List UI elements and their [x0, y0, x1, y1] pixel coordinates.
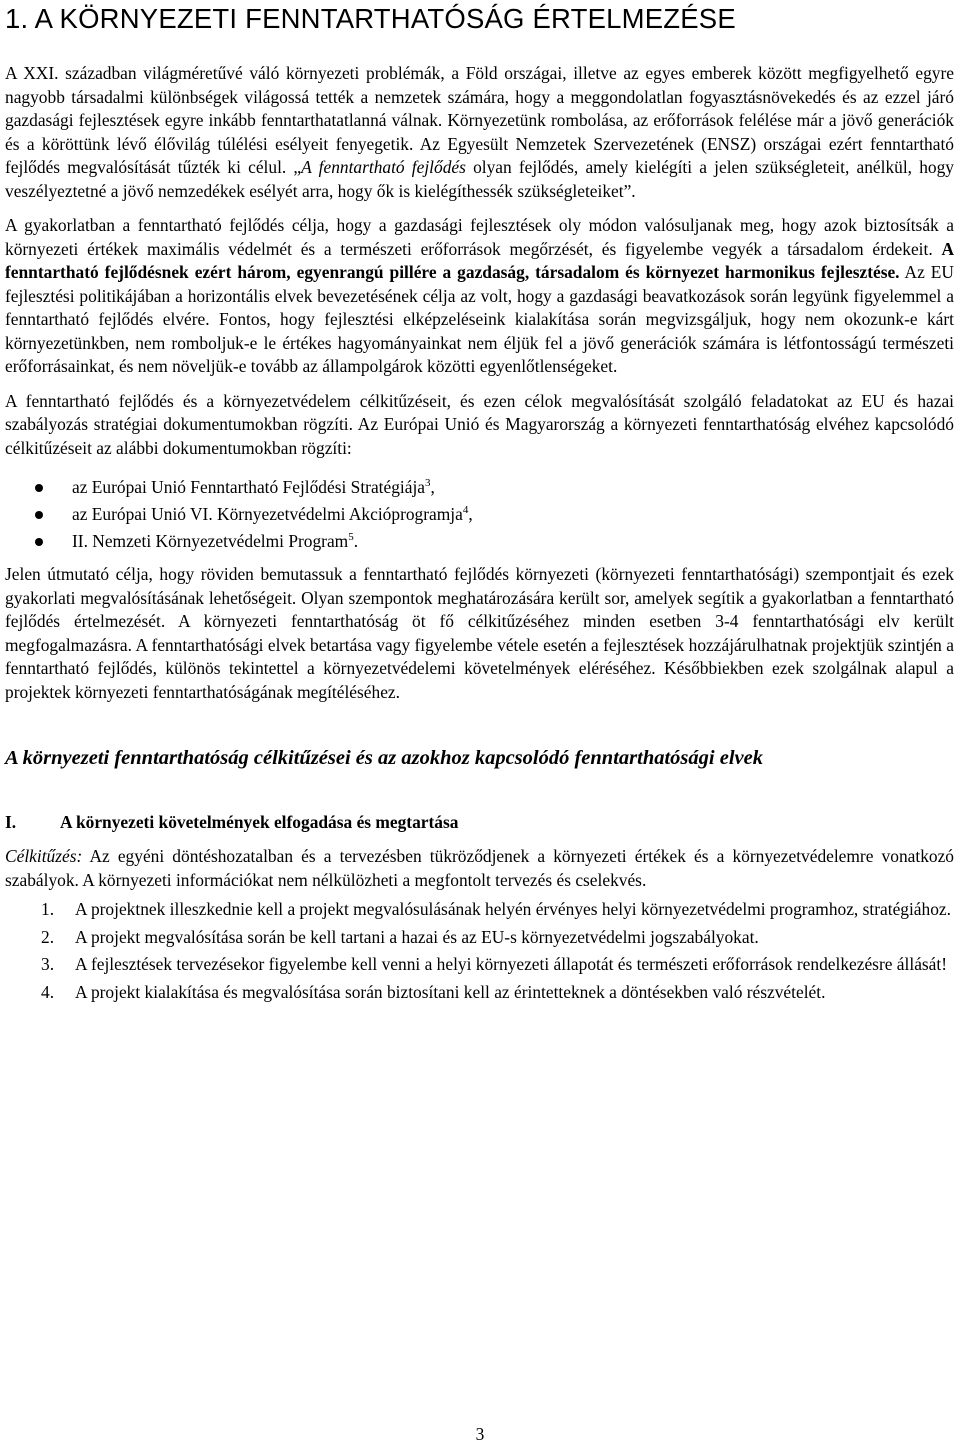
practice-text-2: Az EU fejlesztési politikájában a horizontális elvek bevezetésének célja az volt, hogy a gazdasági beavatkozások során legyünk figyelemmel a fenntartható fejlődés elvére. Fontos, hogy fejlesztési elképzeléseink kialakítása során megvizsgáljuk, hogy nem okozunk-e kárt környezetünkben, nem romboljuk-e le értékes hagyományainkat nem éljük fel a jövő generációk számára is létfontosságú természeti erőforrásainkat, és nem növeljük-e tovább az állampolgárok közötti egyenlőtlenségeket.: [5, 262, 954, 376]
intro-paragraph: [5, 62, 954, 203]
list-item: II. Nemzeti Környezetvédelmi Program$^5$.: [5, 528, 954, 555]
list-number: 2.: [41, 926, 55, 947]
document-list: [5, 474, 954, 555]
list-item: 4. A projekt kialakítása és megvalósítása során biztosítani kell az érintetteknek a döntésekben való részvételét.: [5, 981, 954, 1005]
footnote-ref[interactable]: 3: [425, 477, 431, 489]
goal-paragraph: [5, 845, 954, 892]
goal-label: Célkitűzés:: [5, 846, 83, 866]
principles-list: [5, 898, 954, 1004]
intro-text-2: olyan fejlődés, amely kielégíti a jelen szükségleteit, anélkül, hogy veszélyeztetné a jövő nemzedékek esélyét arra, hogy ők is kielégíthessék szükségleteiket”.: [5, 157, 954, 201]
list-number: 3.: [41, 954, 55, 974]
chapter-heading: 1. A KÖRNYEZETI FENNTARTHATÓSÁG ÉRTELMEZÉSE: [5, 3, 736, 34]
list-item: 1. A projektnek illeszkednie kell a projekt megvalósulásának helyén érvényes helyi környezetvédelmi programhoz, stratégiához.: [5, 898, 954, 922]
bullet-icon: [35, 484, 43, 492]
subsection-heading: A környezeti követelmények elfogadása és megtartása: [60, 812, 459, 832]
practice-text-1: A gyakorlatban a fenntartható fejlődés célja, hogy a gazdasági fejlesztések oly módon valósuljanak meg, hogy azok biztosítsák a környezeti értékek maximális védelmét és a természeti erőforrások megőrzését, és figyelembe vegyék a társadalom érdekeit.: [5, 215, 954, 259]
subsection-number: I.: [5, 812, 17, 832]
goal-text: Az egyéni döntéshozatalban és a tervezésben tükröződjenek a környezeti értékek és a környezetvédelemre vonatkozó szabályok. A környezeti információkat nem nélkülözheti a megfontolt tervezés és cselekvés.: [5, 846, 954, 890]
subsection-title: [5, 810, 954, 834]
list-item: az Európai Unió VI. Környezetvédelmi Akcióprogramja$^4$,: [5, 501, 954, 528]
footnote-ref[interactable]: 4: [462, 504, 469, 516]
list-item: 2. A projekt megvalósítása során be kell tartani a hazai és az EU-s környezetvédelmi jogszabályokat.: [5, 926, 954, 950]
list-item: az Európai Unió Fenntartható Fejlődési Stratégiája$^3$,: [5, 474, 954, 501]
bullet-icon: [35, 538, 43, 546]
footnote-ref[interactable]: 5: [348, 531, 354, 543]
practice-bold-statement: A fenntartható fejlődésnek ezért három, egyenrangú pillére a gazdaság, társadalom és környezet harmonikus fejlesztése.: [5, 238, 954, 282]
strategy-paragraph: A fenntartható fejlődés és a környezetvédelem célkitűzéseit, és ezen célok megvalósítását szolgáló feladatokat az EU és hazai szabályozás stratégiai dokumentumokban rögzíti. Az Európai Unió és Magyarország a környezeti fenntarthatóság elvéhez kapcsolódó célkitűzéseit az alábbi dokumentumokban rögzíti:: [5, 390, 954, 458]
bullet-icon: [35, 511, 43, 519]
list-number: 1.: [41, 899, 55, 919]
page-number: 3: [475, 1424, 485, 1444]
list-number: 4.: [41, 981, 55, 1002]
list-item: 3. A fejlesztések tervezésekor figyelembe kell venni a helyi környezeti állapotát és természeti erőforrások rendelkezésre állását!: [5, 953, 954, 977]
practice-paragraph: [5, 214, 954, 379]
guide-purpose-paragraph: Jelen útmutató célja, hogy röviden bemutassuk a fenntartható fejlődés környezeti (környezeti fenntarthatósági) szempontjait és ezek gyakorlati megvalósításának lehetőségeit. Olyan szempontok meghatározására került sor, amelyek segítik a gyakorlatban a fenntartható fejlődés értelmezését. A környezeti fenntarthatóság öt fő célkitűzéséhez minden esetben 3-4 fenntarthatósági elv került megfogalmazásra. A fenntarthatósági elvek betartása vagy figyelembe vétele esetén a fejlesztések hozzájárulhatnak projektjük szintjén a fenntartható fejlődés, különös tekintettel a környezetvédelemi követelmények eléréséhez. Későbbiekben ezek szolgálnak alapul a projektek környezeti fenntarthatóságának megítéléséhez.: [5, 564, 954, 702]
intro-italic-term: A fenntartható fejlődés: [301, 157, 466, 177]
section-title: A környezeti fenntarthatóság célkitűzései és az azokhoz kapcsolódó fenntarthatósági elvek: [5, 747, 763, 769]
intro-text-1: A XXI. században világméretűvé váló környezeti problémák, a Föld országai, illetve az egyes emberek között megfigyelhető egyre nagyobb társadalmi különbségek világossá tették a nemzetek számára, hogy a meggondolatlan fogyasztásnövekedés és az ezzel járó gazdasági fejlesztések egyre inkább fenntarthatatlanná válnak. Környezetünk rombolása, az erőforrások felélése már a jövő generációk és a köröttünk lévő élővilág túlélési esélyeit fenyegetik. Az Egyesült Nemzetek Szervezetének (ENSZ) országai ezért fenntartható fejlődés megvalósítását tűzték ki célul. „: [5, 63, 954, 177]
